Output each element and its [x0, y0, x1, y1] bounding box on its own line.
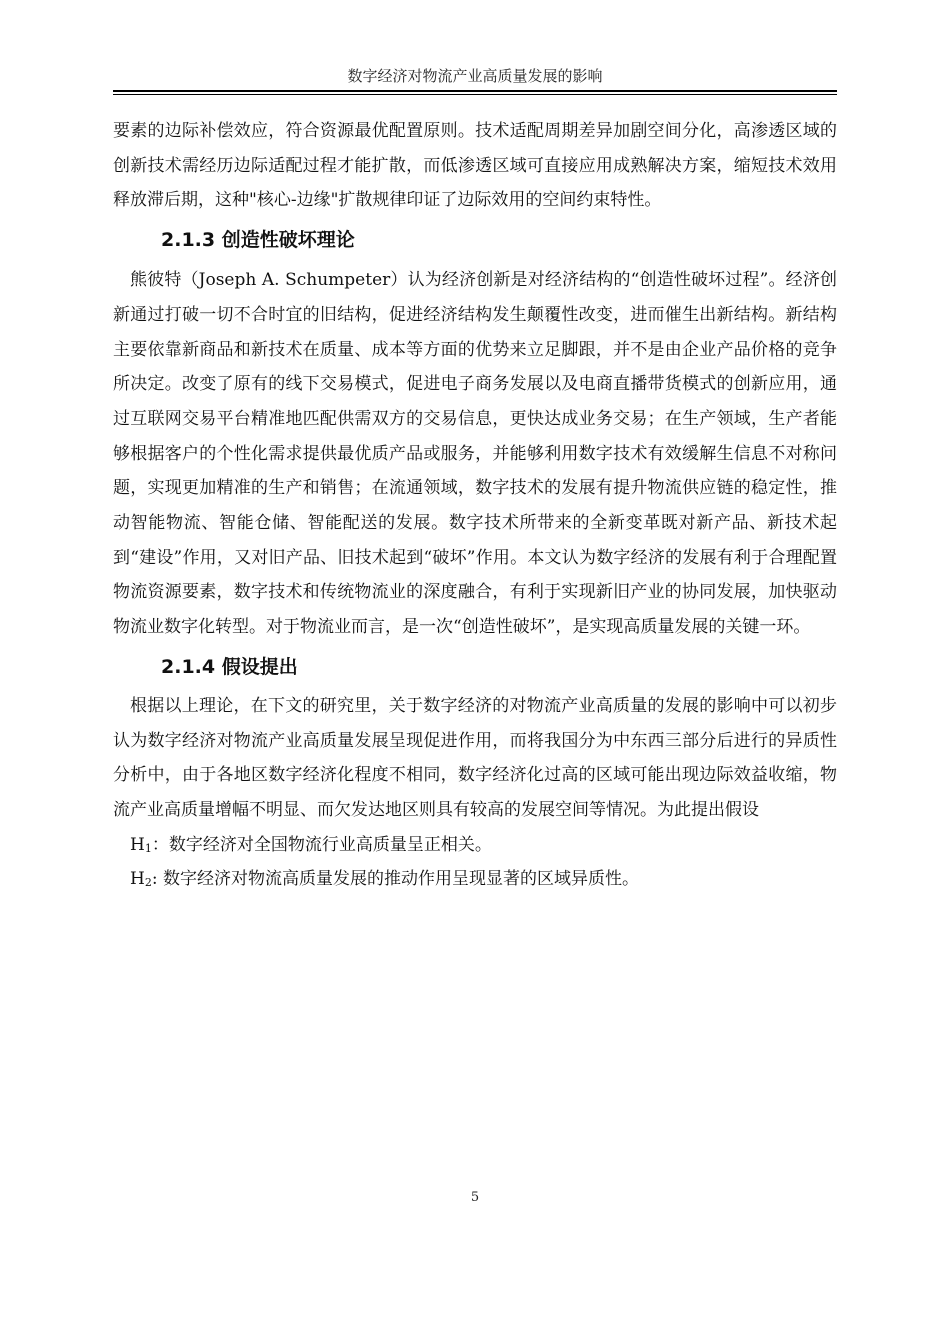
hypothesis-h2-label: H	[130, 869, 145, 890]
header-rule-thin	[113, 94, 837, 95]
hypothesis-h1-separator: ：	[151, 834, 169, 855]
header-rule-thick	[113, 90, 837, 92]
running-header: 数字经济对物流产业高质量发展的影响	[347, 67, 603, 85]
hypothesis-h2-subscript: 2	[144, 876, 152, 890]
body-content	[113, 114, 837, 897]
hypothesis-h1-label: H	[130, 834, 145, 855]
section-heading-2-1-3: 2.1.3 创造性破坏理论	[161, 229, 355, 252]
hypothesis-h1	[113, 828, 837, 863]
paragraph-continued: 要素的边际补偿效应，符合资源最优配置原则。技术适配周期差异加剧空间分化，高渗透区域的创新技术需经历边际适配过程才能扩散，而低渗透区域可直接应用成熟解决方案，缩短技术效用释放滞后期，这种"核心-边缘"扩散规律印证了边际效用的空间约束特性。	[113, 121, 837, 211]
paragraph-creative-destruction: 熊彼特（Joseph A. Schumpeter）认为经济创新是对经济结构的“创造性破坏过程”。经济创新通过打破一切不合时宜的旧结构，促进经济结构发生颠覆性改变，进而催生出新结构。新结构主要依靠新商品和新技术在质量、成本等方面的优势来立足脚跟，并不是由企业产品价格的竞争所决定。改变了原有的线下交易模式，促进电子商务发展以及电商直播带货模式的创新应用，通过互联网交易平台精准地匹配供需双方的交易信息，更快达成业务交易；在生产领域，生产者能够根据客户的个性化需求提供最优质产品或服务，并能够利用数字技术有效缓解生信息不对称问题，实现更加精准的生产和销售；在流通领域，数字技术的发展有提升物流供应链的稳定性，推动智能物流、智能仓储、智能配送的发展。数字技术所带来的全新变革既对新产品、新技术起到“建设”作用，又对旧产品、旧技术起到“破坏”作用。本文认为数字经济的发展有利于合理配置物流资源要素，数字技术和传统物流业的深度融合，有利于实现新旧产业的协同发展，加快驱动物流业数字化转型。对于物流业而言，是一次“创造性破坏”，是实现高质量发展的关键一环。	[113, 270, 837, 638]
page-number: 5	[470, 1190, 480, 1205]
hypothesis-h1-text: 数字经济对全国物流行业高质量呈正相关。	[168, 834, 492, 855]
hypothesis-h1-subscript: 1	[144, 841, 152, 855]
hypothesis-h2-separator: :	[151, 869, 163, 890]
section-heading-2-1-4: 2.1.4 假设提出	[161, 655, 298, 678]
hypothesis-h2-text: 数字经济对物流高质量发展的推动作用呈现显著的区域异质性。	[162, 869, 639, 890]
paragraph-hypothesis-intro: 根据以上理论，在下文的研究里，关于数字经济的对物流产业高质量的发展的影响中可以初步认为数字经济对物流产业高质量发展呈现促进作用，而将我国分为中东西三部分后进行的异质性分析中，由于各地区数字经济化程度不相同，数字经济化过高的区域可能出现边际效益收缩，物流产业高质量增幅不明显、而欠发达地区则具有较高的发展空间等情况。为此提出假设	[113, 695, 837, 820]
hypothesis-h2	[113, 862, 837, 897]
